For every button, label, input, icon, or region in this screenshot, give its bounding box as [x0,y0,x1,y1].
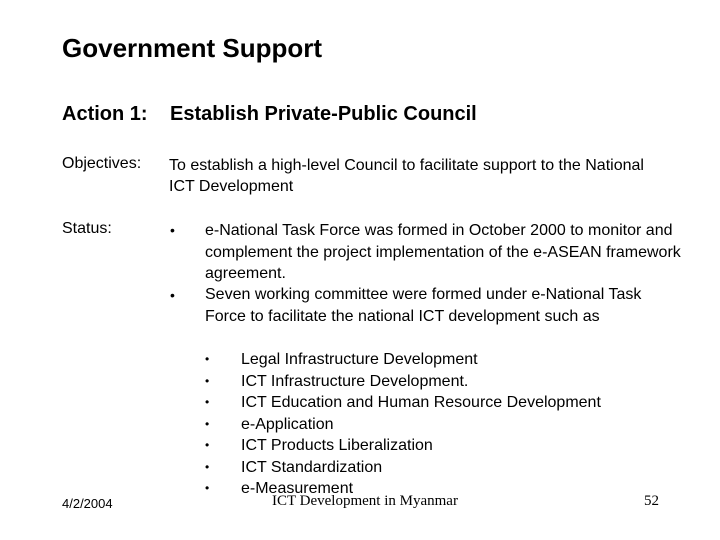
action-text: Establish Private-Public Council [170,103,477,125]
slide-title: Government Support [62,33,323,63]
bullet-icon: • [170,287,175,303]
committee-item: ICT Products Liberalization [241,437,433,454]
bullet-icon: • [205,481,210,495]
committee-item: ICT Standardization [241,458,383,476]
status-item: e-National Task Force was formed in October 2000 to monitor and complement the project implementation of the e-ASEAN framework agreement. [205,222,681,282]
bullet-icon: • [205,416,210,431]
footer-title: ICT Development in Myanmar [272,493,458,509]
committee-item: Legal Infrastructure Development [241,351,478,368]
committee-item: ICT Infrastructure Development. [241,372,469,390]
objectives-label: Objectives: [62,155,142,172]
bullet-icon: • [205,352,210,366]
committee-item: ICT Education and Human Resource Development [241,394,601,411]
bullet-icon: • [205,459,210,474]
committee-item: e-Application [241,415,334,433]
action-label: Action 1: [62,103,148,125]
page-number: 52 [644,493,659,509]
footer-date: 4/2/2004 [62,496,113,511]
objectives-text: To establish a high-level Council to facilitate support to the National ICT Development [169,157,644,195]
committee-item: e-Measurement [241,480,354,497]
bullet-icon: • [205,438,210,452]
bullet-icon: • [170,222,175,238]
bullet-icon: • [205,373,210,388]
bullet-icon: • [205,395,210,409]
status-item: Seven working committee were formed under e-National Task Force to facilitate the national ICT development such as [205,286,642,325]
status-label: Status: [62,220,112,237]
action-heading [62,103,477,126]
